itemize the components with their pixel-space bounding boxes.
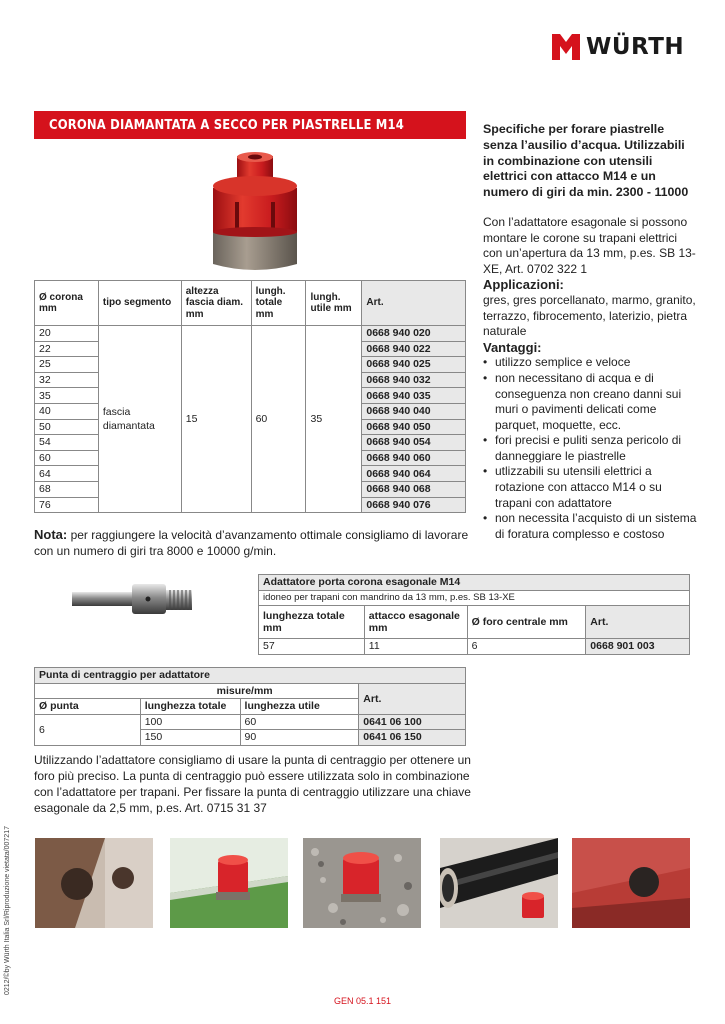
nota-text: per raggiungere la velocità d’avanzamento ottimale consigliamo di lavorare con un numero di giri tra 8000 e 10000 g/min.	[34, 528, 469, 558]
table-cell: 90	[240, 730, 359, 746]
art-cell: 0668 940 020	[362, 326, 466, 342]
art-cell: 0668 940 022	[362, 341, 466, 357]
col-header: Art.	[359, 683, 466, 714]
diameter-cell: 32	[35, 372, 99, 388]
art-cell: 0668 940 064	[362, 466, 466, 482]
art-cell: 0668 940 032	[362, 372, 466, 388]
table-header-row	[259, 606, 690, 639]
art-cell: 0641 06 100	[359, 714, 466, 730]
tipo-cell: fascia diamantata	[98, 326, 181, 513]
brand-name: WÜRTH	[586, 34, 685, 60]
art-cell: 0668 940 054	[362, 435, 466, 451]
list-item: • non necessitano di acqua e di conseguenza non creano danni sui muri o pavimenti delicati come parquet, moquette, ecc.	[483, 371, 698, 433]
table-row	[259, 639, 690, 655]
hex-adapter-image	[68, 578, 198, 624]
col-header: Art.	[362, 281, 466, 326]
col-header: tipo segmento	[98, 281, 181, 326]
col-header: altezza fascia diam. mm	[181, 281, 251, 326]
core-bit-table	[34, 280, 466, 513]
col-header: lunghezza totale mm	[259, 606, 365, 639]
altezza-cell: 15	[181, 326, 251, 513]
nota-label: Nota:	[34, 527, 68, 542]
utile-cell: 35	[306, 326, 362, 513]
table-row	[35, 714, 466, 730]
col-header: Ø punta	[35, 699, 141, 715]
table-cell: 60	[240, 714, 359, 730]
adapter-table	[258, 574, 690, 655]
copyright-note: 0212/©by Würth Italia Srl/Riproduzione vietata/007217	[4, 826, 11, 995]
page-title: CORONA DIAMANTATA A SECCO PER PIASTRELLE M14	[34, 111, 466, 139]
diameter-cell: 40	[35, 403, 99, 419]
diameter-cell: 22	[35, 341, 99, 357]
diameter-cell: 50	[35, 419, 99, 435]
art-cell: 0641 06 150	[359, 730, 466, 746]
art-cell: 0668 940 060	[362, 450, 466, 466]
col-header: lunghezza utile	[240, 699, 359, 715]
art-cell: 0668 940 068	[362, 481, 466, 497]
art-cell: 0668 940 040	[362, 403, 466, 419]
diameter-cell: 25	[35, 357, 99, 373]
col-header: attacco esagonale mm	[364, 606, 467, 639]
vantaggi-list	[483, 355, 698, 542]
nota-paragraph	[34, 527, 470, 559]
list-item: • utilizzo semplice e veloce	[483, 355, 698, 371]
usage-paragraph: Utilizzando l’adattatore consigliamo di usare la punta di centraggio per ottenere un foro più preciso. La punta di centraggio può essere utilizzata solo in combinazione con l’adattatore per trapani. Per fissare la punta di centraggio utilizzare una chiave esagonale da 2,5 mm, p.es. Art. 0715 31 37	[34, 753, 471, 815]
table-cell: 100	[140, 714, 240, 730]
product-description	[483, 122, 698, 542]
col-header: lungh. totale mm	[251, 281, 306, 326]
punta-table-title: Punta di centraggio per adattatore	[35, 668, 466, 684]
lead-text: Specifiche per forare piastrelle senza l’ausilio d’acqua. Utilizzabili in combinazione con utensili elettrici con attacco M14 e un numero di giri da min. 2300 - 11000	[483, 122, 689, 200]
col-header: Ø foro centrale mm	[467, 606, 586, 639]
col-header: lunghezza totale	[140, 699, 240, 715]
col-header: lungh. utile mm	[306, 281, 362, 326]
misure-label: misure/mm	[35, 683, 359, 699]
totale-cell: 60	[251, 326, 306, 513]
table-cell: 6	[467, 639, 586, 655]
list-item: • fori precisi e puliti senza pericolo di danneggiare le piastrelle	[483, 433, 698, 464]
art-cell: 0668 901 003	[586, 639, 690, 655]
art-cell: 0668 940 050	[362, 419, 466, 435]
diameter-cell: 60	[35, 450, 99, 466]
table-row	[35, 326, 466, 342]
art-cell: 0668 940 025	[362, 357, 466, 373]
cut-hole-photo	[572, 838, 690, 928]
applicazioni-heading: Applicazioni:	[483, 277, 564, 293]
list-item: • non necessita l’acquisto di un sistema di foratura complesso e costoso	[483, 511, 698, 542]
table-header-row	[35, 281, 466, 326]
adapter-text: Con l’adattatore esagonale si possono montare le corone su trapani elettrici con un’apertura da 13 mm, p.es. SB 13-XE, Art. 0702 322 1	[483, 214, 696, 276]
bit-on-tile-photo	[170, 838, 288, 928]
diameter-cell: 6	[35, 714, 141, 745]
diameter-cell: 35	[35, 388, 99, 404]
diamond-core-bit-image	[205, 152, 305, 280]
col-header: Ø corona mm	[35, 281, 99, 326]
col-header: Art.	[586, 606, 690, 639]
diameter-cell: 68	[35, 481, 99, 497]
adapter-table-title: Adattatore porta corona esagonale M14	[259, 575, 690, 591]
table-cell: 150	[140, 730, 240, 746]
bit-with-pipe-photo	[440, 838, 558, 928]
art-cell: 0668 940 035	[362, 388, 466, 404]
diameter-cell: 20	[35, 326, 99, 342]
table-cell: 11	[364, 639, 467, 655]
diameter-cell: 76	[35, 497, 99, 513]
art-cell: 0668 940 076	[362, 497, 466, 513]
wurth-emblem-icon	[552, 34, 580, 60]
tile-holes-photo	[35, 838, 153, 928]
applicazioni-text: gres, gres porcellanato, marmo, granito, terrazzo, fibrocemento, laterizio, pietra naturale	[483, 292, 696, 339]
table-cell: 57	[259, 639, 365, 655]
adapter-table-subtitle: idoneo per trapani con mandrino da 13 mm, p.es. SB 13-XE	[259, 590, 690, 606]
diameter-cell: 54	[35, 435, 99, 451]
bit-on-granite-photo	[303, 838, 421, 928]
diameter-cell: 64	[35, 466, 99, 482]
centering-drill-table	[34, 667, 466, 746]
list-item: • utlizzabili su utensili elettrici a rotazione con attacco M14 o su trapani con adattatore	[483, 464, 698, 511]
page-footer: GEN 05.1 151	[333, 996, 392, 1006]
wurth-logo	[552, 32, 684, 62]
vantaggi-heading: Vantaggi:	[483, 339, 542, 355]
